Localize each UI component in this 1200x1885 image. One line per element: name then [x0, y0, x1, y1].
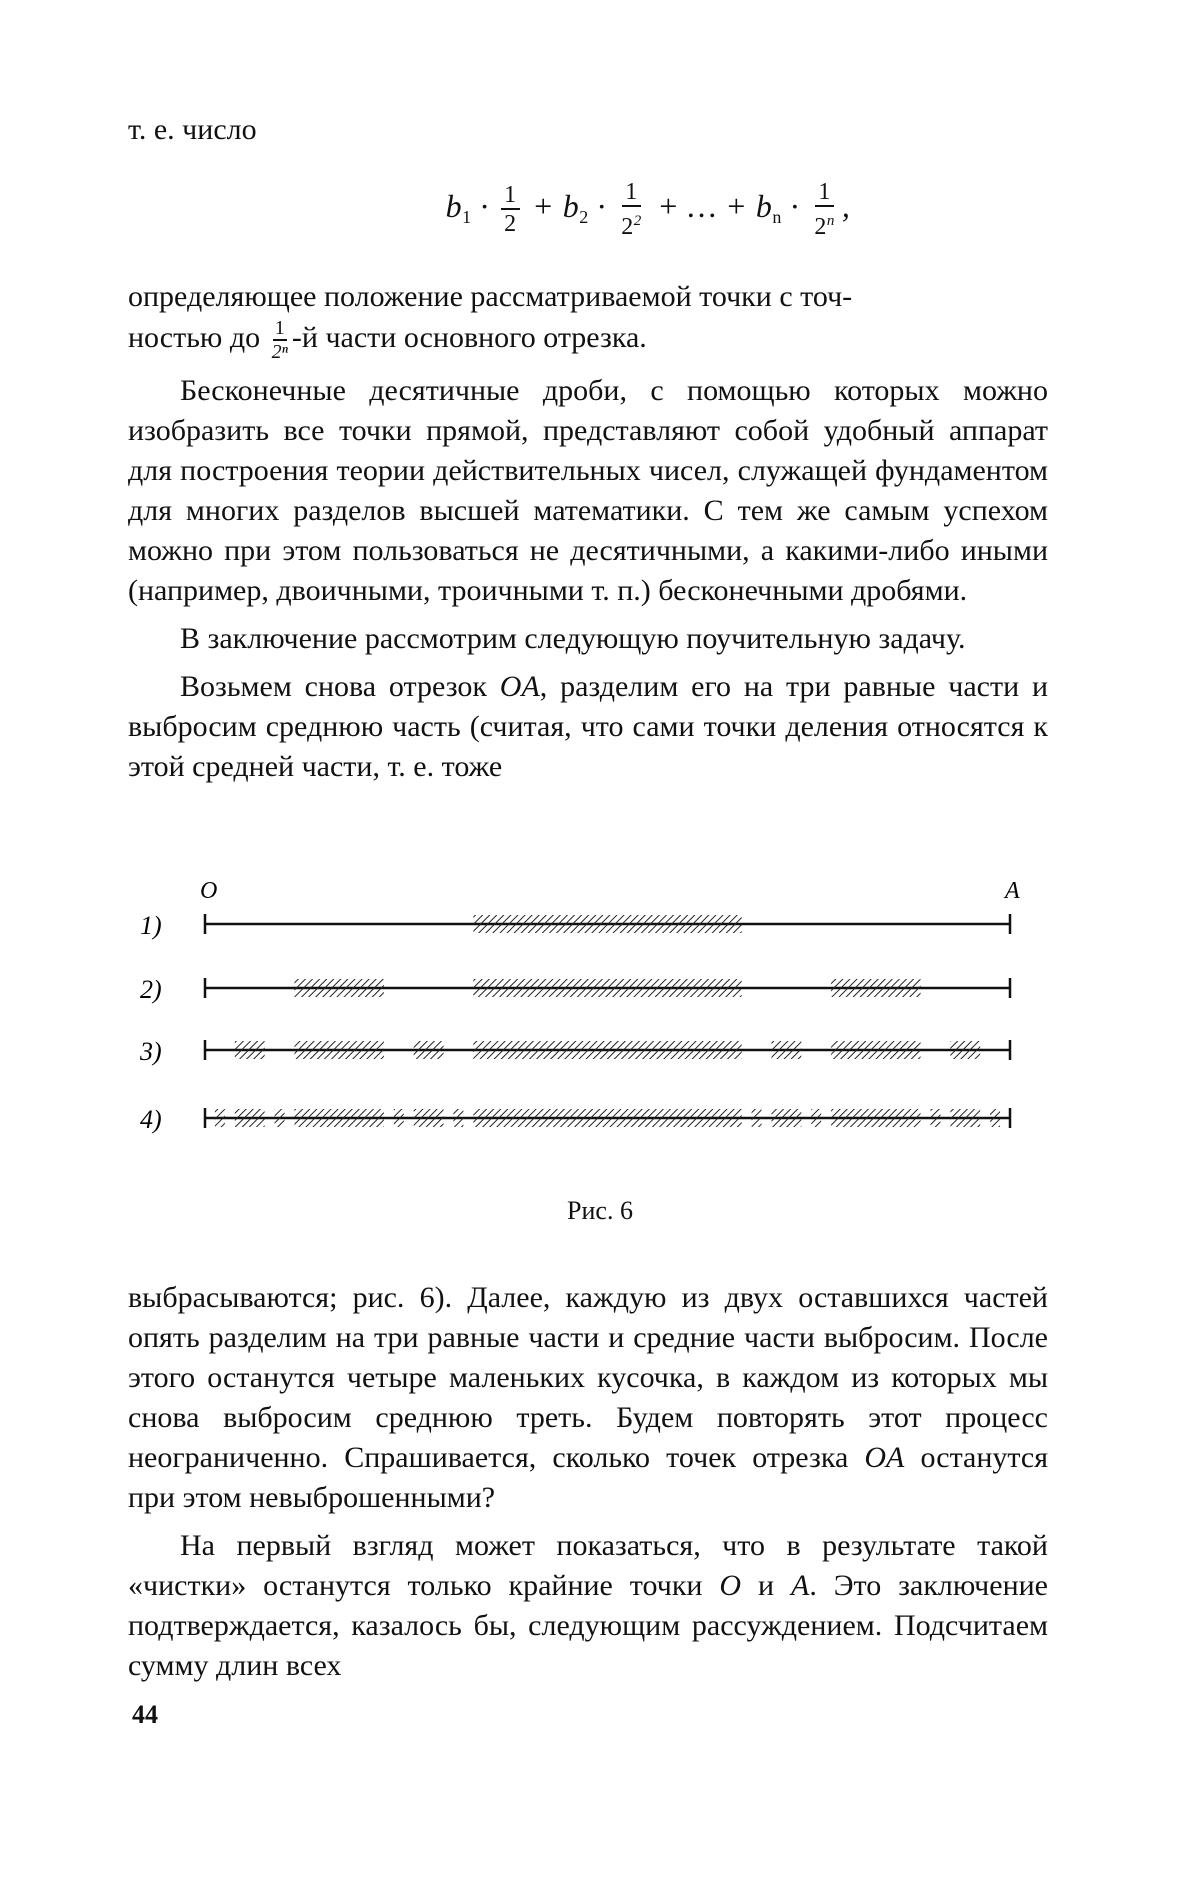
removed-interval: [275, 1109, 285, 1127]
page-number: 44: [132, 1700, 158, 1729]
removed-interval: [831, 1041, 920, 1059]
figure-caption: Рис. 6: [567, 1196, 633, 1225]
page-top: [128, 110, 1048, 787]
paragraph-2: Бесконечные десятичные дроби, с помощью которых можно изобразить все точки прямой, представляют собой удобный аппарат для построения теории действительных чисел, служащей фундаментом для многих разделов высшей математики. С тем же самым успехом можно при этом пользоваться не десятичными, а какими-либо иными (например, двоичными, троичными т. п.) бесконечными дробями.: [128, 374, 1048, 607]
formula-b1: $b_1$: [445, 188, 472, 227]
removed-interval: [771, 1041, 801, 1059]
figure-svg: [140, 868, 1040, 1198]
formula-frac-2: $\frac{1}{2^2}$: [621, 178, 642, 240]
formula-b2: $b_2$: [562, 188, 589, 227]
formula-frac-n: $\frac{1}{2^n}$: [814, 178, 835, 240]
page-bottom: [128, 1278, 1048, 1686]
removed-interval: [473, 979, 741, 997]
removed-interval: [414, 1109, 444, 1127]
removed-interval: [473, 915, 741, 933]
removed-interval: [294, 979, 383, 997]
removed-interval: [473, 1109, 741, 1127]
figure-cantor-set: [140, 868, 1040, 1198]
removed-interval: [831, 979, 920, 997]
removed-interval: [930, 1109, 940, 1127]
row-label: 1): [140, 911, 162, 940]
removed-interval: [752, 1109, 762, 1127]
removed-interval: [950, 1041, 980, 1059]
removed-interval: [294, 1109, 383, 1127]
fraction-inline: $\frac{1}{\text{2ⁿ}}$: [271, 317, 288, 363]
paragraph-5: выбрасываются; рис. 6). Далее, каждую из двух оставшихся частей опять разделим на три равные части и средние части выбросим. После этого останутся четыре маленьких кусочка, в каждом из которых мы снова выбросим среднюю треть. Будем повторять этот процесс неограниченно. Спрашивается, сколько точек отрезка OA останутся при этом невыброшенными?: [128, 1281, 1049, 1514]
label-a: A: [1005, 878, 1020, 904]
paragraph-4: Возьмем снова отрезок OA, разделим его на три равные части и выбросим среднюю часть (считая, что сами точки деления относятся к этой средней части, т. е. тоже: [128, 670, 1048, 783]
row-label: 4): [140, 1105, 162, 1134]
removed-interval: [414, 1041, 444, 1059]
removed-interval: [831, 1109, 920, 1127]
removed-interval: [235, 1109, 265, 1127]
removed-interval: [453, 1109, 463, 1127]
row-label: 3): [140, 1037, 162, 1066]
paragraph-6: На первый взгляд может показаться, что в результате такой «чистки» останутся только крайние точки O и A. Это заключение подтверждается, казалось бы, следующим рассуждением. Подсчитаем сумму длин всех: [128, 1529, 1048, 1682]
formula-bn: $b_n$: [755, 188, 782, 227]
row-label: 2): [140, 975, 162, 1004]
removed-interval: [394, 1109, 404, 1127]
removed-interval: [215, 1109, 225, 1127]
paragraph-1: определяющее положение рассматриваемой точки с точ- ностью до $\frac{1}{\text{2ⁿ}}$ -й части основного отрезка.: [128, 280, 853, 363]
label-o: O: [200, 878, 218, 904]
paragraph-3: В заключение рассмотрим следующую поучительную задачу.: [180, 622, 966, 655]
removed-interval: [235, 1041, 265, 1059]
removed-interval: [473, 1041, 741, 1059]
removed-interval: [294, 1041, 383, 1059]
removed-interval: [811, 1109, 821, 1127]
formula-frac-1: $\frac{1}{2}$: [501, 182, 520, 238]
formula: $b_1$ · $\frac{1}{2}$ + $b_2$ · $\frac{1}{2^2}$ + … + $b_n$ · $\frac{1}{2^n}$ ,: [445, 178, 851, 240]
intro-line: т. е. число: [128, 113, 257, 146]
removed-interval: [990, 1109, 1000, 1127]
removed-interval: [771, 1109, 801, 1127]
removed-interval: [950, 1109, 980, 1127]
